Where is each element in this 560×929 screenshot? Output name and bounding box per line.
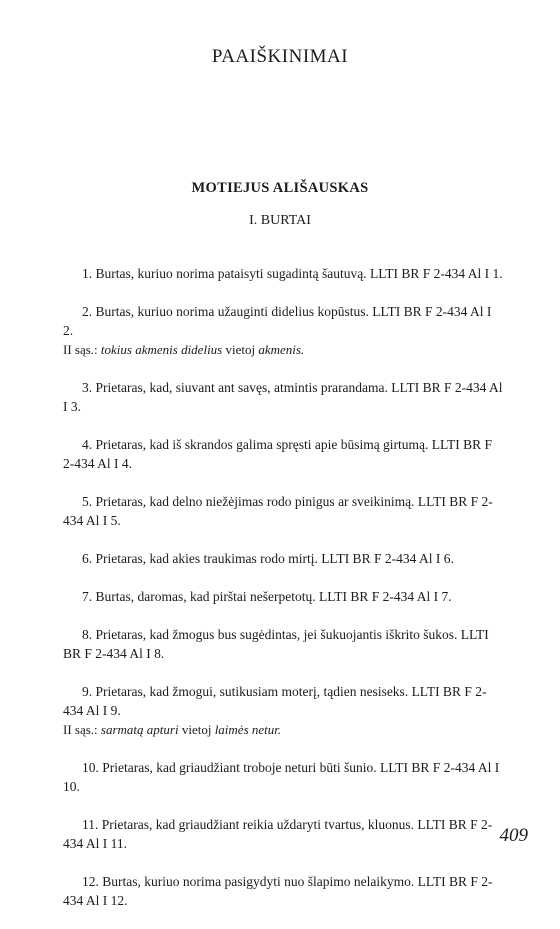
- note-11: 11. Prietaras, kad griaudžiant reikia uždaryti tvartus, kluonus. LLTI BR F 2-434 Al I 11.: [63, 816, 493, 851]
- note-5: 5. Prietaras, kad delno niežėjimas rodo pinigus ar sveikinimą. LLTI BR F 2-434 Al I 5.: [63, 493, 493, 528]
- note-6: 6. Prietaras, kad akies traukimas rodo mirtį. LLTI BR F 2-434 Al I 6.: [82, 550, 454, 566]
- running-head: PAAIŠKINIMAI: [211, 46, 349, 67]
- note-4: 4. Prietaras, kad iš skrandos galima spręsti apie būsimą girtumą. LLTI BR F 2-434 Al I 4.: [63, 436, 493, 471]
- section-heading: I. BURTAI: [249, 213, 311, 228]
- note-2: 2. Burtas, kuriuo norima užauginti didelius kopūstus. LLTI BR F 2-434 Al I 2. II sąs.: tokius akmenis didelius vietoj akmenis.: [63, 302, 503, 359]
- note-12: 12. Burtas, kuriuo norima pasigydyti nuo šlapimo nelaikymo. LLTI BR F 2-434 Al I 12.: [63, 873, 493, 908]
- author-heading: MOTIEJUS ALIŠAUSKAS: [191, 180, 369, 196]
- note-9: 9. Prietaras, kad žmogui, sutikusiam moterį, tądien nesiseks. LLTI BR F 2-434 Al I 9. II sąs.: sarmatą apturi vietoj laimės netur.: [63, 682, 503, 739]
- notes-list: [63, 250, 503, 929]
- page-number: 409: [499, 825, 528, 846]
- note-1: 1. Burtas, kuriuo norima pataisyti sugadintą šautuvą. LLTI BR F 2-434 Al I 1.: [82, 265, 503, 281]
- note-8: 8. Prietaras, kad žmogus bus sugėdintas, jei šukuojantis iškrito šukos. LLTI BR F 2-434 Al I 8.: [63, 626, 489, 661]
- variant-note: II sąs.: tokius akmenis didelius vietoj akmenis.: [63, 341, 305, 357]
- note-10: 10. Prietaras, kad griaudžiant troboje neturi būti šunio. LLTI BR F 2-434 Al I 10.: [63, 759, 500, 794]
- variant-note: II sąs.: sarmatą apturi vietoj laimės netur.: [63, 721, 282, 737]
- note-7: 7. Burtas, daromas, kad pirštai nešerpetotų. LLTI BR F 2-434 Al I 7.: [82, 588, 452, 604]
- note-3: 3. Prietaras, kad, siuvant ant savęs, atmintis prarandama. LLTI BR F 2-434 Al I 3.: [63, 379, 503, 414]
